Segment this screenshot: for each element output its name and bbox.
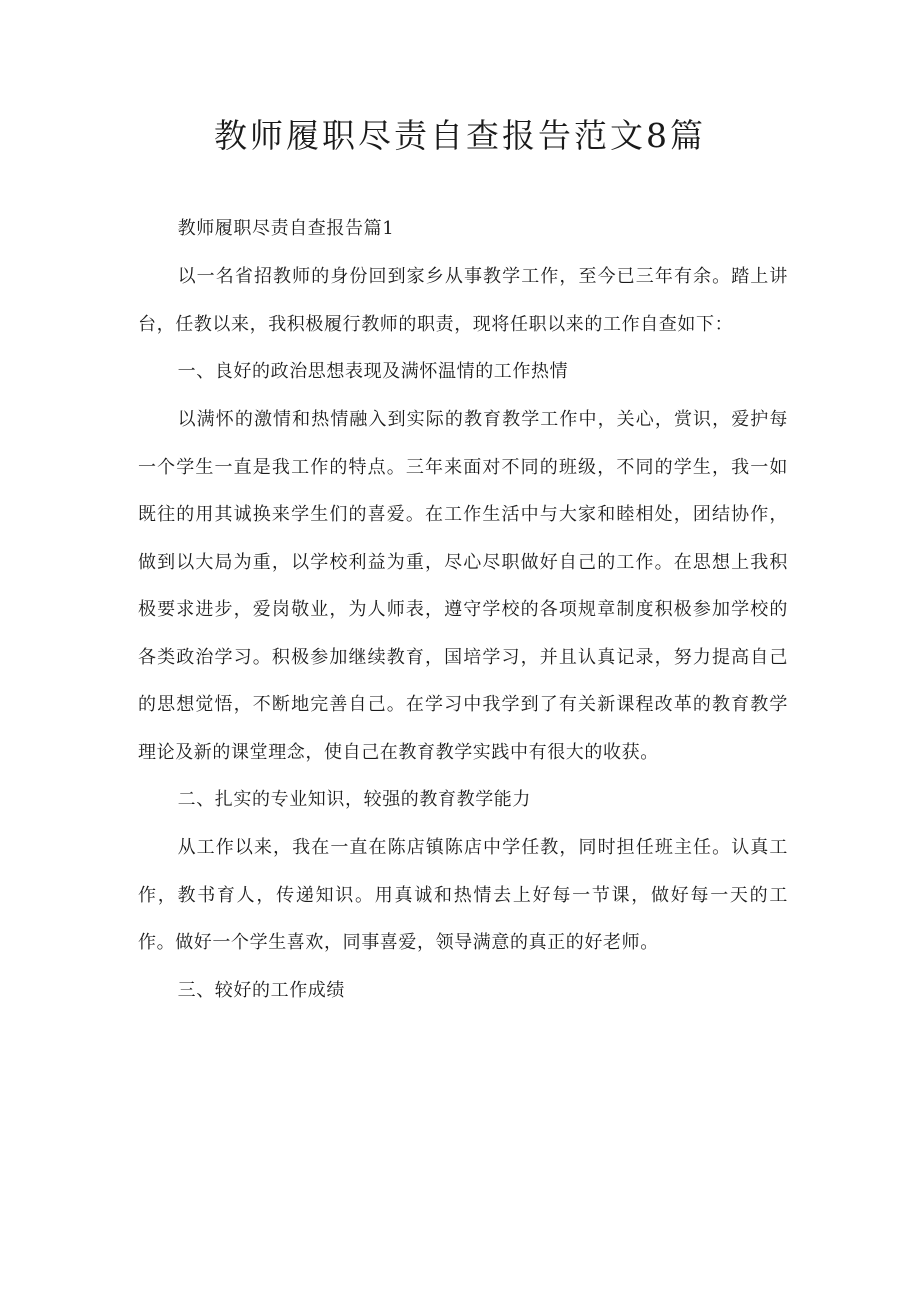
intro-paragraph: 以一名省招教师的身份回到家乡从事教学工作，至今已三年有余。踏上讲台，任教以来，我积极履行教师的职责，现将任职以来的工作自查如下： — [138, 266, 788, 335]
document-body — [138, 205, 788, 1015]
section-heading-3: 三、较好的工作成绩 — [177, 979, 345, 1001]
section-heading-article-1: 教师履职尽责自查报告篇1 — [177, 218, 395, 239]
document-title: 教师履职尽责自查报告范文8篇 — [214, 116, 706, 155]
body-paragraph-1: 以满怀的激情和热情融入到实际的教育教学工作中，关心，赏识，爱护每一个学生一直是我工作的特点。三年来面对不同的班级，不同的学生，我一如既往的用其诚换来学生们的喜爱。在工作生活中与大家和睦相处，团结协作，做到以大局为重，以学校利益为重，尽心尽职做好自己的工作。在思想上我积极要求进步，爱岗敬业，为人师表，遵守学校的各项规章制度积极参加学校的各类政治学习。积极参加继续教育，国培学习，并且认真记录，努力提高自己的思想觉悟，不断地完善自己。在学习中我学到了有关新课程改革的教育教学理论及新的课堂理念，使自己在教育教学实践中有很大的收获。 — [138, 409, 788, 763]
section-heading-2: 二、扎实的专业知识，较强的教育教学能力 — [177, 789, 531, 810]
body-paragraph-2: 从工作以来，我在一直在陈店镇陈店中学任教，同时担任班主任。认真工作，教书育人，传递知识。用真诚和热情去上好每一节课，做好每一天的工作。做好一个学生喜欢，同事喜爱，领导满意的真正的好老师。 — [138, 837, 788, 953]
section-heading-1: 一、良好的政治思想表现及满怀温情的工作热情 — [177, 361, 569, 382]
